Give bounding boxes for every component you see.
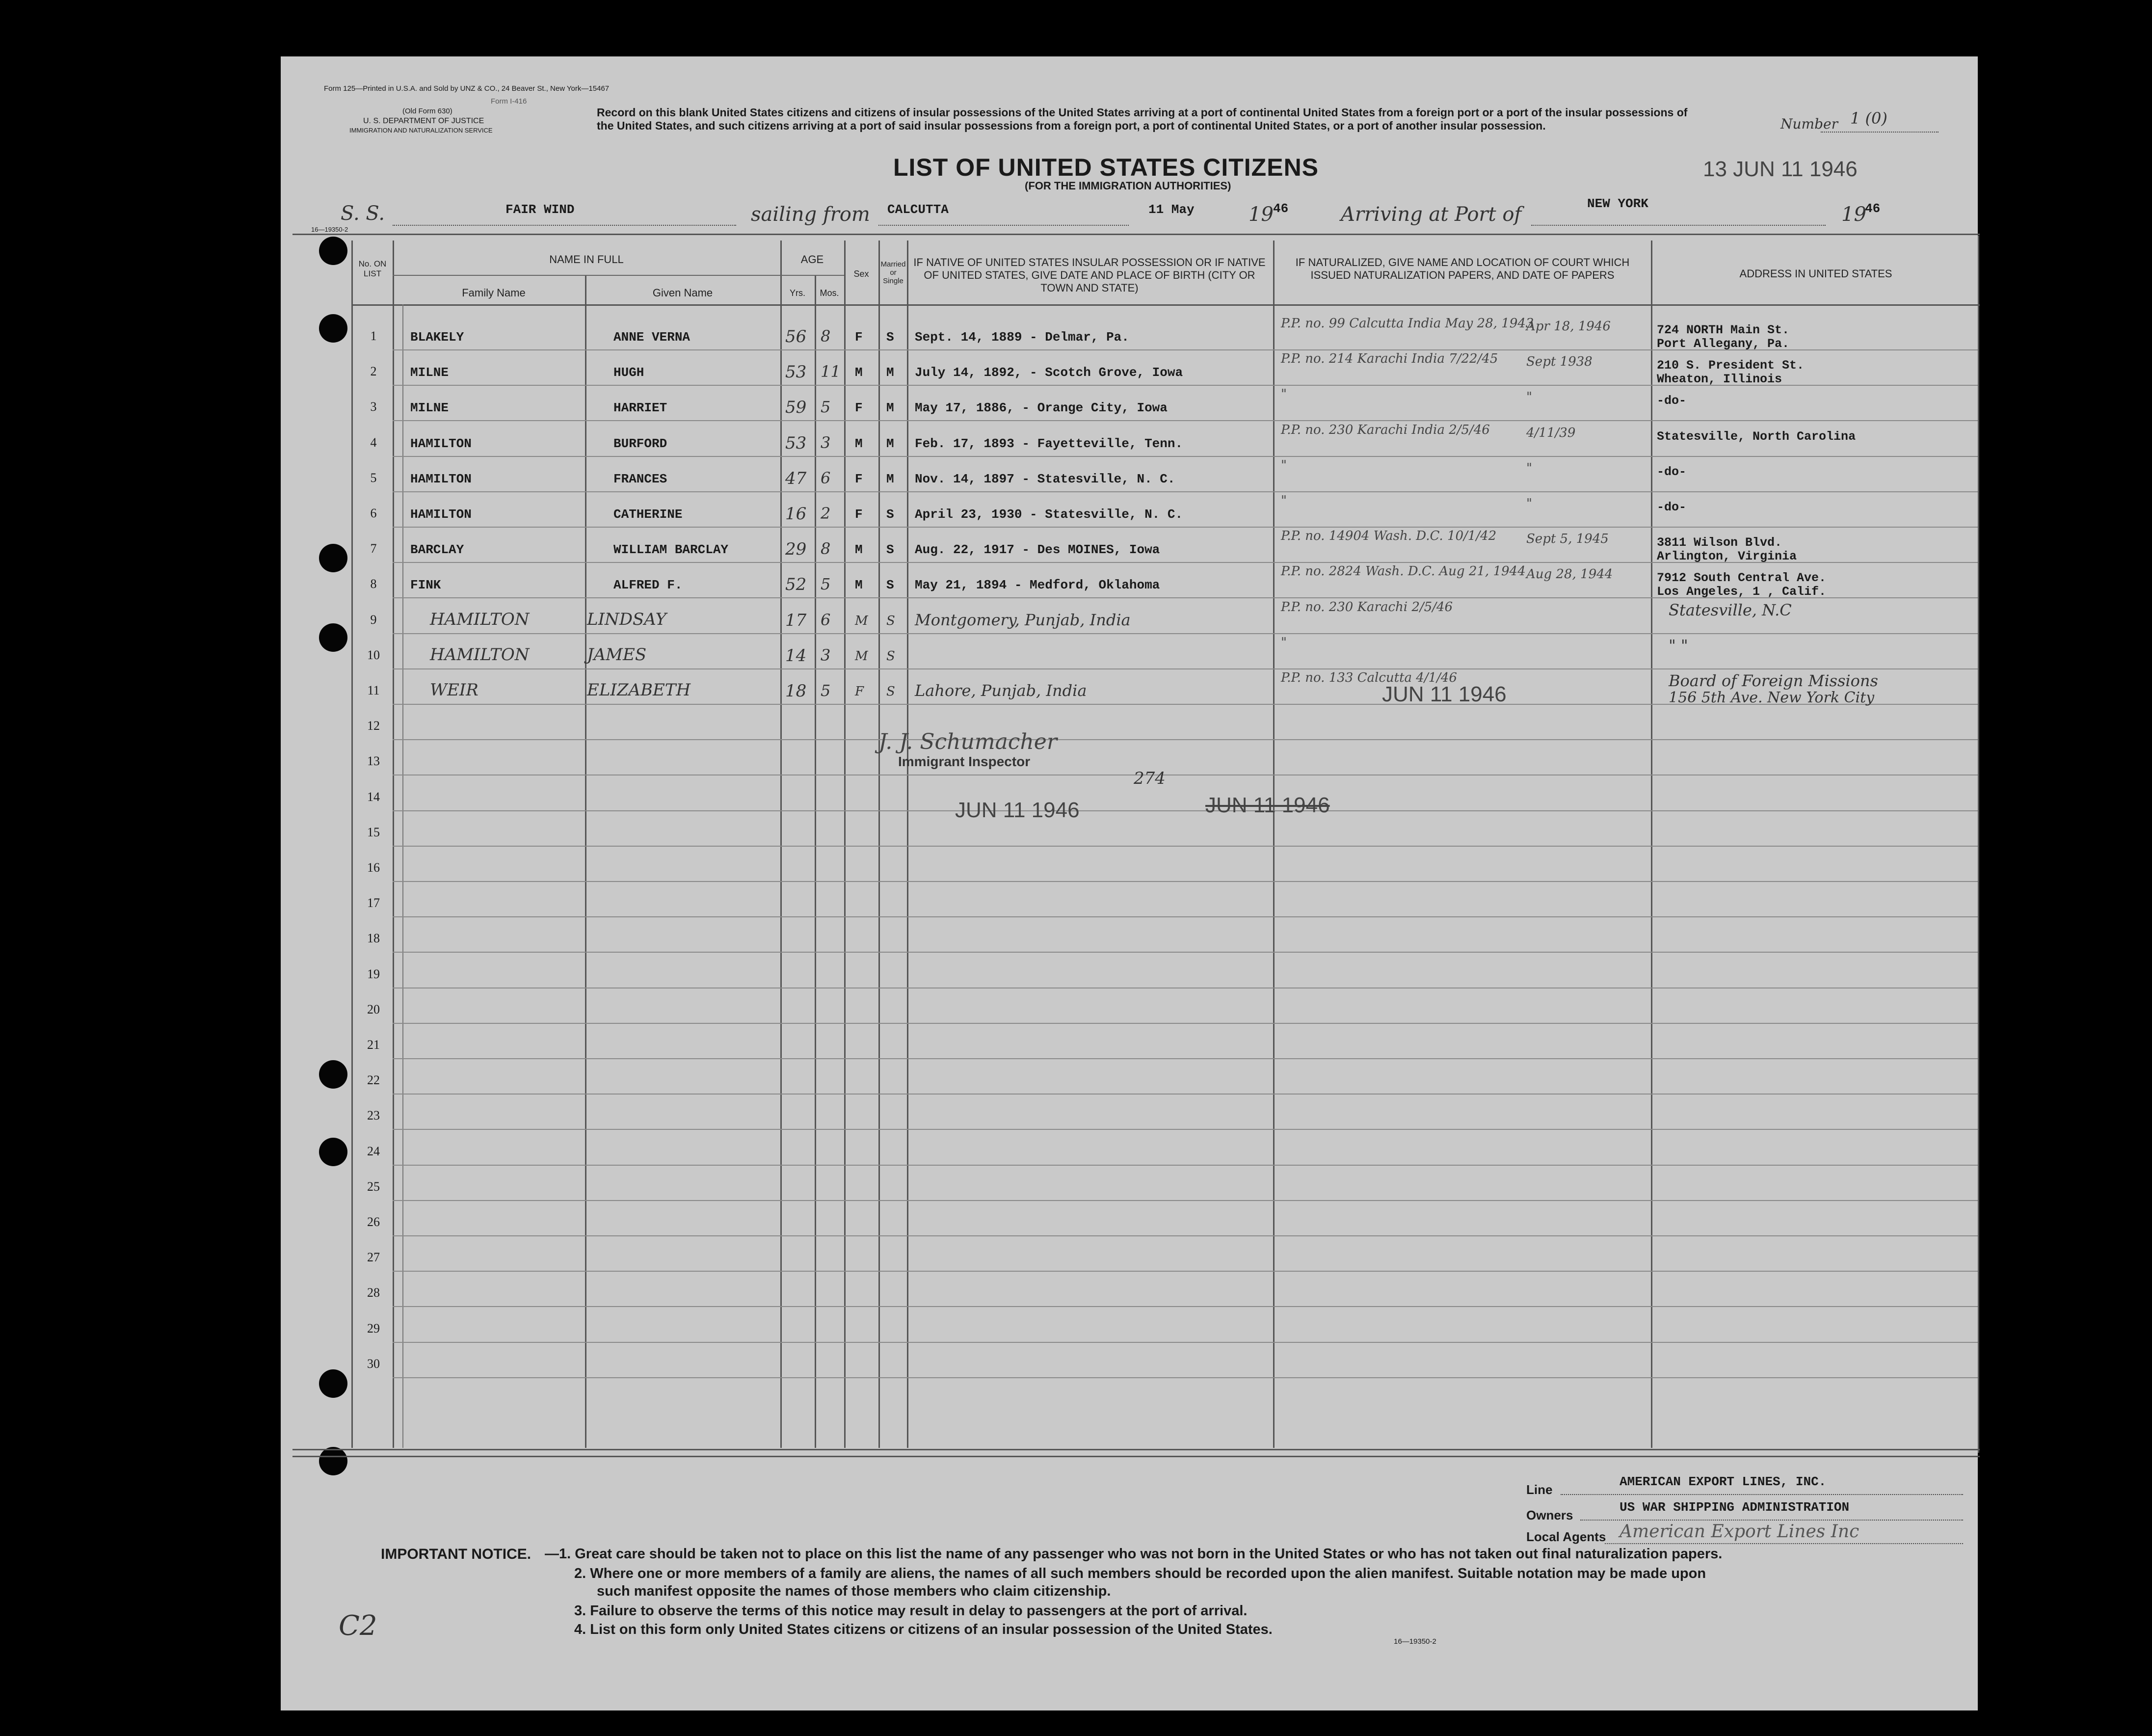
sex-cell: F <box>855 684 864 699</box>
age-years-cell: 53 <box>785 433 807 453</box>
row-number: 7 <box>370 541 377 556</box>
sex-cell: M <box>855 365 863 380</box>
given-name-cell: ANNE VERNA <box>613 330 691 345</box>
age-years-cell: 29 <box>785 539 807 559</box>
age-years-cell: 53 <box>785 362 807 382</box>
marital-status-cell: M <box>886 365 894 380</box>
row-number: 12 <box>367 719 380 733</box>
header-sex: Sex <box>853 269 869 279</box>
naturalization-cell: " <box>1281 493 1287 508</box>
sex-cell: F <box>855 472 863 486</box>
arriving-label: Arriving at Port of <box>1341 203 1522 226</box>
row-number: 18 <box>367 931 380 945</box>
marital-status-cell: S <box>886 614 895 628</box>
age-years-cell: 16 <box>785 504 807 524</box>
age-months-cell: 6 <box>821 611 831 629</box>
row-rule <box>393 810 1978 811</box>
row-number: 16 <box>367 860 380 875</box>
row-number: 1 <box>370 329 377 343</box>
naturalization-cell: P.P. no. 133 Calcutta 4/1/46 <box>1281 670 1457 685</box>
row-number: 26 <box>367 1215 380 1229</box>
given-name-cell: CATHERINE <box>613 507 683 522</box>
marital-status-cell: M <box>886 401 894 415</box>
age-months-cell: 5 <box>821 398 831 416</box>
marital-status-cell: S <box>886 649 895 664</box>
naturalization-date-cell: Sept 5, 1945 <box>1526 532 1609 546</box>
row-number: 6 <box>370 506 377 520</box>
sailing-label: sailing from <box>751 203 870 226</box>
row-rule <box>393 739 1978 740</box>
sailing-date: 11 May <box>1148 202 1195 217</box>
row-rule <box>393 668 1978 669</box>
inspector-label: Immigrant Inspector <box>898 754 1031 769</box>
age-years-cell: 47 <box>785 469 807 488</box>
notice-1: —1. Great care should be taken not to place on this list the name of any passenger who was not born in the United States or who has not taken out final naturalization papers. <box>545 1546 1723 1562</box>
header-no-on-list: No. ON LIST <box>358 259 387 278</box>
punch-hole <box>319 1369 347 1398</box>
address-cell: -do- <box>1657 394 1687 408</box>
given-name-cell: HARRIET <box>613 401 667 415</box>
form-number: Form I-416 <box>491 97 527 106</box>
family-name-cell: HAMILTON <box>430 645 530 665</box>
arrival-year: 46 <box>1865 201 1881 216</box>
birth-cell: May 21, 1894 - Medford, Oklahoma <box>915 578 1160 592</box>
row-number: 8 <box>370 577 377 591</box>
age-years-cell: 52 <box>785 575 807 594</box>
date-stamp-cancelled: JUN 11 1946 <box>1205 793 1330 817</box>
header-name-in-full: NAME IN FULL <box>549 253 624 266</box>
marital-status-cell: S <box>886 542 894 557</box>
row-number: 9 <box>370 613 377 627</box>
row-rule <box>393 456 1978 457</box>
address-cell: 3811 Wilson Blvd. <box>1657 535 1782 550</box>
birth-cell: Aug. 22, 1917 - Des MOINES, Iowa <box>915 542 1160 557</box>
birth-cell: Nov. 14, 1897 - Statesville, N. C. <box>915 472 1175 486</box>
punch-hole <box>319 1138 347 1166</box>
family-name-cell: MILNE <box>410 401 449 415</box>
age-months-cell: 8 <box>821 327 831 346</box>
family-name-cell: FINK <box>410 578 441 592</box>
age-years-cell: 14 <box>785 646 807 666</box>
address-cell: -do- <box>1657 500 1687 514</box>
row-number: 17 <box>367 896 380 910</box>
naturalization-date-cell: Apr 18, 1946 <box>1526 319 1611 334</box>
header-family-name: Family Name <box>462 287 526 299</box>
row-number: 20 <box>367 1002 380 1016</box>
header-naturalized: IF NATURALIZED, GIVE NAME AND LOCATION OF COURT WHICH ISSUED NATURALIZATION PAPERS, AND DATE OF PAPERS <box>1295 256 1630 281</box>
row-number: 22 <box>367 1073 380 1087</box>
naturalization-date-cell: 4/11/39 <box>1526 426 1576 440</box>
naturalization-cell: P.P. no. 2824 Wash. D.C. Aug 21, 1944 <box>1281 564 1526 579</box>
sex-cell: F <box>855 507 863 522</box>
address-cell: 7912 South Central Ave. <box>1657 571 1827 585</box>
notice-4: 4. List on this form only United States citizens or citizens of an insular possession of the United States. <box>574 1622 1273 1637</box>
marital-status-cell: S <box>886 578 894 592</box>
notice-2b: such manifest opposite the names of those members who claim citizenship. <box>597 1583 1111 1599</box>
sex-cell: M <box>855 649 868 664</box>
age-months-cell: 8 <box>821 539 831 558</box>
row-number: 15 <box>367 825 380 839</box>
age-years-cell: 17 <box>785 611 807 630</box>
sex-cell: M <box>855 436 863 451</box>
naturalization-cell: " <box>1281 458 1287 473</box>
agents-label: Local Agents <box>1526 1529 1606 1544</box>
number-label: Number <box>1780 116 1838 132</box>
row-number: 5 <box>370 471 377 485</box>
marital-status-cell: S <box>886 507 894 522</box>
row-number: 25 <box>367 1179 380 1194</box>
given-name-cell: LINDSAY <box>587 610 666 629</box>
birth-cell: May 17, 1886, - Orange City, Iowa <box>915 401 1168 415</box>
family-name-cell: HAMILTON <box>410 507 472 522</box>
sex-cell: M <box>855 614 868 628</box>
address-line-2-cell: Los Angeles, 1 , Calif. <box>1657 585 1827 599</box>
marital-status-cell: M <box>886 436 894 451</box>
given-name-cell: ALFRED F. <box>613 578 683 592</box>
row-rule <box>393 1094 1978 1095</box>
header-given-name: Given Name <box>652 287 713 299</box>
age-months-cell: 5 <box>821 681 831 700</box>
row-rule <box>393 1377 1978 1378</box>
naturalization-date-cell: Sept 1938 <box>1526 354 1593 369</box>
arrival-year-prefix: 19 <box>1841 203 1866 226</box>
address-cell: " " <box>1669 636 1688 655</box>
sex-cell: M <box>855 542 863 557</box>
address-cell: 724 NORTH Main St. <box>1657 323 1790 337</box>
row-number: 21 <box>367 1038 380 1052</box>
port-to: NEW YORK <box>1587 196 1648 211</box>
row-number: 10 <box>367 648 380 662</box>
row-number: 28 <box>367 1285 380 1300</box>
row-rule <box>393 1058 1978 1059</box>
sailing-year: 46 <box>1273 201 1289 216</box>
age-months-cell: 2 <box>821 504 831 523</box>
address-line-2-cell: Arlington, Virginia <box>1657 549 1797 563</box>
row-rule <box>393 952 1978 953</box>
age-months-cell: 5 <box>821 575 831 593</box>
punch-hole <box>319 237 347 265</box>
owners-label: Owners <box>1526 1508 1573 1522</box>
row-rule <box>393 633 1978 634</box>
naturalization-cell: P.P. no. 99 Calcutta India May 28, 1943 <box>1281 316 1534 331</box>
row-rule <box>393 881 1978 882</box>
header-married-or-single: Married or Single <box>880 260 906 285</box>
age-years-cell: 59 <box>785 398 807 417</box>
row-rule <box>393 1271 1978 1272</box>
number-value: 1 (0) <box>1850 109 1887 128</box>
address-cell: Board of Foreign Missions <box>1669 671 1878 690</box>
row-number: 3 <box>370 400 377 414</box>
row-number: 14 <box>367 790 380 804</box>
old-form: (Old Form 630) <box>402 107 452 115</box>
naturalization-date-cell: " <box>1526 496 1532 511</box>
birth-cell: Montgomery, Punjab, India <box>915 611 1131 629</box>
given-name-cell: FRANCES <box>613 472 667 486</box>
row-number: 19 <box>367 967 380 981</box>
date-stamp-top: 13 JUN 11 1946 <box>1703 157 1858 181</box>
row-rule <box>393 1342 1978 1343</box>
given-name-cell: BURFORD <box>613 436 667 451</box>
side-code: 16—19350-2 <box>311 226 348 233</box>
punch-hole <box>319 1447 347 1475</box>
row-number: 29 <box>367 1321 380 1335</box>
inspector-code: 274 <box>1134 769 1166 788</box>
birth-cell: July 14, 1892, - Scotch Grove, Iowa <box>915 365 1183 380</box>
row-rule <box>393 1235 1978 1236</box>
punch-hole <box>319 623 347 652</box>
sex-cell: F <box>855 330 863 345</box>
row-number: 24 <box>367 1144 380 1158</box>
birth-cell: Sept. 14, 1889 - Delmar, Pa. <box>915 330 1129 345</box>
agents-value: American Export Lines Inc <box>1620 1522 1860 1542</box>
age-years-cell: 18 <box>785 681 807 701</box>
naturalization-cell: P.P. no. 14904 Wash. D.C. 10/1/42 <box>1281 529 1497 543</box>
ship-name: FAIR WIND <box>505 202 575 217</box>
age-months-cell: 3 <box>821 433 831 452</box>
year-prefix: 19 <box>1249 203 1274 226</box>
notice-label: IMPORTANT NOTICE. <box>381 1546 531 1562</box>
given-name-cell: JAMES <box>587 645 647 665</box>
naturalization-cell: P.P. no. 214 Karachi India 7/22/45 <box>1281 351 1498 366</box>
family-name-cell: BLAKELY <box>410 330 464 345</box>
inspector-signature: J. J. Schumacher <box>878 729 1057 754</box>
sex-cell: F <box>855 401 863 415</box>
row-rule <box>393 846 1978 847</box>
row-rule <box>393 1306 1978 1307</box>
page-subtitle: (FOR THE IMMIGRATION AUTHORITIES) <box>1025 180 1231 192</box>
marital-status-cell: S <box>886 684 895 699</box>
family-name-cell: MILNE <box>410 365 449 380</box>
age-months-cell: 11 <box>821 362 841 381</box>
row-rule <box>393 1129 1978 1130</box>
punch-hole <box>319 314 347 343</box>
address-line-2-cell: Port Allegany, Pa. <box>1657 337 1790 351</box>
header-address: ADDRESS IN UNITED STATES <box>1739 267 1892 280</box>
family-name-cell: BARCLAY <box>410 542 464 557</box>
age-years-cell: 56 <box>785 327 807 347</box>
family-name-cell: WEIR <box>430 680 478 700</box>
family-name-cell: HAMILTON <box>410 436 472 451</box>
header-mos: Mos. <box>820 288 839 298</box>
family-name-cell: HAMILTON <box>410 472 472 486</box>
header-yrs: Yrs. <box>789 288 805 298</box>
naturalization-date-cell: Aug 28, 1944 <box>1526 567 1613 582</box>
address-cell: Statesville, North Carolina <box>1657 429 1856 444</box>
notice-3: 3. Failure to observe the terms of this notice may result in delay to passengers at the port of arrival. <box>574 1603 1248 1619</box>
row-rule <box>393 1023 1978 1024</box>
page-title: LIST OF UNITED STATES CITIZENS <box>893 154 1319 181</box>
naturalization-cell: " <box>1281 387 1287 401</box>
given-name-cell: HUGH <box>613 365 644 380</box>
row-rule <box>393 1200 1978 1201</box>
header-age: AGE <box>800 253 824 266</box>
notice-2: 2. Where one or more members of a family are aliens, the names of all such members should be recorded upon the alien manifest. Suitable notation may be made upon <box>574 1566 1706 1581</box>
row-number: 11 <box>367 683 380 697</box>
row-number: 13 <box>367 754 380 768</box>
instructions: Record on this blank United States citizens and citizens of insular possessions of the United States arriving at a port of continental United States from a foreign port or a port of the insular possessions of the United States, and such citizens arriving at a port of said insular possessions from a foreign port, a port of continental United States, or a port of another insular possession. <box>597 106 1688 132</box>
naturalization-date-cell: " <box>1526 461 1532 476</box>
row-rule <box>393 527 1978 528</box>
printer-line: Form 125—Printed in U.S.A. and Sold by UNZ & CO., 24 Beaver St., New York—15467 <box>324 84 610 93</box>
age-months-cell: 3 <box>821 646 831 665</box>
row-number: 27 <box>367 1250 380 1264</box>
line-label: Line <box>1526 1482 1553 1497</box>
bottom-code: 16—19350-2 <box>1394 1637 1436 1646</box>
naturalization-cell: P.P. no. 230 Karachi 2/5/46 <box>1281 600 1453 614</box>
date-stamp-row-11: JUN 11 1946 <box>1382 682 1507 706</box>
row-number: 23 <box>367 1108 380 1122</box>
service: IMMIGRATION AND NATURALIZATION SERVICE <box>349 127 493 134</box>
birth-cell: Feb. 17, 1893 - Fayetteville, Tenn. <box>915 436 1183 451</box>
margin-note: C2 <box>339 1610 377 1642</box>
row-rule <box>393 1165 1978 1166</box>
address-cell: -do- <box>1657 465 1687 479</box>
address-line-2-cell: 156 5th Ave. New York City <box>1669 689 1875 706</box>
ss-label: S. S. <box>341 202 385 225</box>
marital-status-cell: M <box>886 472 894 486</box>
address-line-2-cell: Wheaton, Illinois <box>1657 372 1782 386</box>
department: U. S. DEPARTMENT OF JUSTICE <box>363 117 484 125</box>
punch-hole <box>319 544 347 572</box>
row-rule <box>393 916 1978 917</box>
age-months-cell: 6 <box>821 469 831 487</box>
row-number: 4 <box>370 435 377 450</box>
naturalization-date-cell: " <box>1526 390 1532 404</box>
given-name-cell: WILLIAM BARCLAY <box>613 542 729 557</box>
address-cell: 210 S. President St. <box>1657 358 1805 373</box>
address-cell: Statesville, N.C <box>1669 601 1792 619</box>
header-birth: IF NATIVE OF UNITED STATES INSULAR POSSESSION OR IF NATIVE OF UNITED STATES, GIVE DATE AND PLACE OF BIRTH (CITY OR TOWN AND STATE) <box>913 256 1266 294</box>
birth-cell: April 23, 1930 - Statesville, N. C. <box>915 507 1183 522</box>
family-name-cell: HAMILTON <box>430 610 530 629</box>
punch-hole <box>319 1060 347 1089</box>
marital-status-cell: S <box>886 330 894 345</box>
sex-cell: M <box>855 578 863 592</box>
row-rule <box>393 420 1978 421</box>
row-rule <box>393 491 1978 492</box>
row-number: 30 <box>367 1357 380 1371</box>
date-stamp-inspector: JUN 11 1946 <box>955 798 1080 822</box>
row-number: 2 <box>370 364 377 378</box>
naturalization-cell: P.P. no. 230 Karachi India 2/5/46 <box>1281 423 1490 437</box>
given-name-cell: ELIZABETH <box>587 680 691 700</box>
owners-value: US WAR SHIPPING ADMINISTRATION <box>1620 1500 1850 1515</box>
birth-cell: Lahore, Punjab, India <box>915 681 1087 700</box>
naturalization-cell: " <box>1281 635 1287 650</box>
port-from: CALCUTTA <box>887 202 949 217</box>
line-value: AMERICAN EXPORT LINES, INC. <box>1620 1474 1827 1489</box>
